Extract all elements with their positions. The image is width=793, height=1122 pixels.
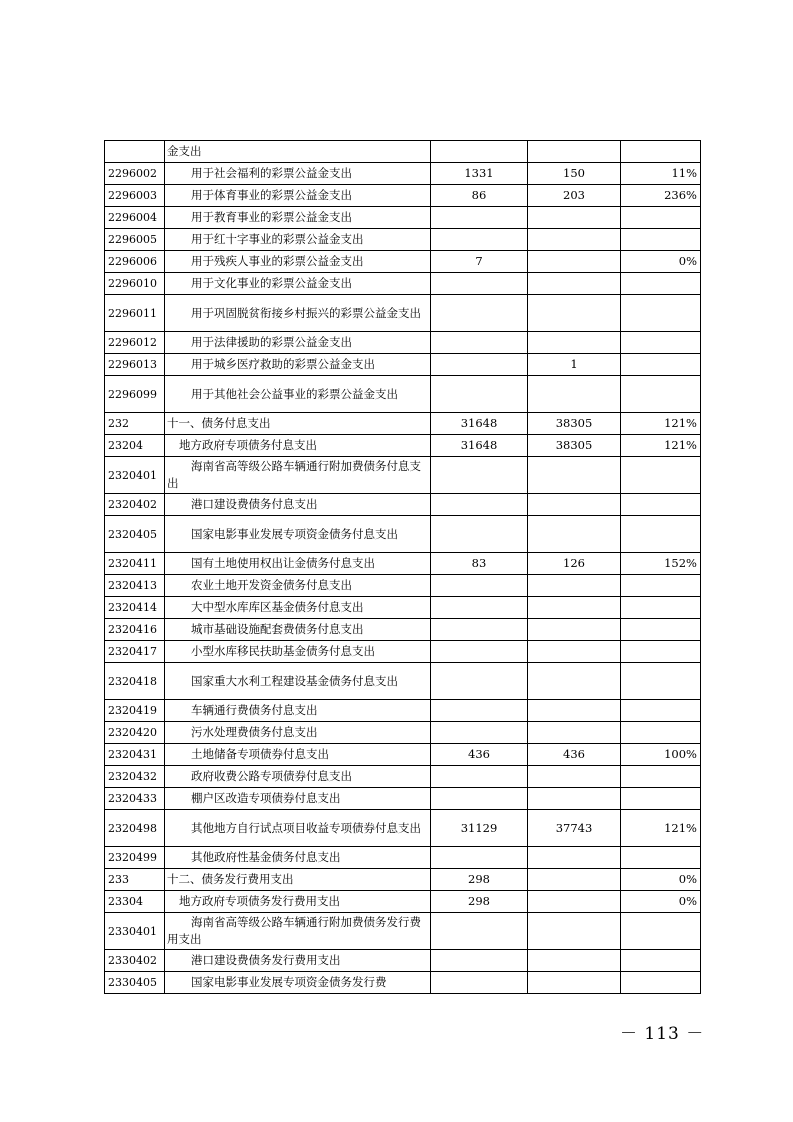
subject-name-text: 国家电影事业发展专项资金债务付息支出 — [191, 526, 398, 541]
current-amount-cell — [431, 619, 528, 641]
subject-name-cell — [165, 972, 431, 994]
subject-code-cell: 2320416 — [105, 619, 165, 641]
subject-name-text: 用于社会福利的彩票公益金支出 — [191, 166, 352, 180]
subject-name-text: 用于法律援助的彩票公益金支出 — [191, 335, 352, 349]
subject-name-cell — [165, 700, 431, 722]
percentage-cell — [621, 229, 701, 251]
table-row — [105, 332, 701, 354]
percentage-cell: 121% — [621, 435, 701, 457]
subject-name-text: 地方政府专项债务付息支出 — [179, 438, 317, 452]
subject-code-cell: 2320401 — [105, 457, 165, 494]
subject-name-text: 国有土地使用权出让金债务付息支出 — [191, 556, 375, 570]
subject-name-text: 地方政府专项债务发行费用支出 — [179, 894, 340, 908]
subject-name-cell — [165, 295, 431, 332]
current-amount-cell — [431, 376, 528, 413]
table-row — [105, 619, 701, 641]
current-amount-cell: 86 — [431, 185, 528, 207]
second-amount-cell — [528, 891, 621, 913]
second-amount-cell — [528, 251, 621, 273]
table-row — [105, 891, 701, 913]
subject-name-cell — [165, 810, 431, 847]
current-amount-cell: 1331 — [431, 163, 528, 185]
current-amount-cell — [431, 273, 528, 295]
percentage-cell — [621, 575, 701, 597]
table-row — [105, 295, 701, 332]
subject-code-cell: 2296010 — [105, 273, 165, 295]
second-amount-cell: 126 — [528, 553, 621, 575]
subject-code-cell: 2296011 — [105, 295, 165, 332]
percentage-cell: 0% — [621, 869, 701, 891]
percentage-cell: 152% — [621, 553, 701, 575]
current-amount-cell — [431, 972, 528, 994]
current-amount-cell — [431, 700, 528, 722]
percentage-cell — [621, 641, 701, 663]
subject-name-text: 车辆通行费债务付息支出 — [191, 703, 318, 717]
subject-code-cell: 2320417 — [105, 641, 165, 663]
second-amount-cell: 150 — [528, 163, 621, 185]
subject-code-cell: 2330405 — [105, 972, 165, 994]
percentage-cell — [621, 950, 701, 972]
current-amount-cell — [431, 457, 528, 494]
subject-name-cell — [165, 722, 431, 744]
subject-name-cell — [165, 913, 431, 950]
percentage-cell — [621, 619, 701, 641]
subject-name-cell — [165, 494, 431, 516]
subject-name-cell — [165, 273, 431, 295]
subject-name-text: 海南省高等级公路车辆通行附加费债务发行费用支出 — [167, 915, 421, 946]
subject-name-text: 海南省高等级公路车辆通行附加费债务付息支出 — [167, 459, 421, 490]
second-amount-cell — [528, 295, 621, 332]
subject-name-text: 小型水库移民扶助基金债务付息支出 — [191, 644, 375, 658]
percentage-cell: 11% — [621, 163, 701, 185]
subject-code-cell: 2320414 — [105, 597, 165, 619]
subject-code-cell: 2296012 — [105, 332, 165, 354]
percentage-cell: 121% — [621, 810, 701, 847]
percentage-cell: 0% — [621, 891, 701, 913]
percentage-cell: 0% — [621, 251, 701, 273]
table-row — [105, 354, 701, 376]
current-amount-cell — [431, 788, 528, 810]
table-row — [105, 847, 701, 869]
subject-name-cell — [165, 553, 431, 575]
subject-code-cell: 2296004 — [105, 207, 165, 229]
second-amount-cell — [528, 722, 621, 744]
current-amount-cell: 31648 — [431, 413, 528, 435]
current-amount-cell: 436 — [431, 744, 528, 766]
second-amount-cell — [528, 869, 621, 891]
percentage-cell — [621, 141, 701, 163]
table-row — [105, 229, 701, 251]
current-amount-cell — [431, 847, 528, 869]
subject-name-text: 政府收费公路专项债券付息支出 — [191, 769, 352, 783]
table-row — [105, 163, 701, 185]
table-row — [105, 575, 701, 597]
subject-name-cell — [165, 354, 431, 376]
table-row — [105, 185, 701, 207]
subject-name-text: 十二、债务发行费用支出 — [167, 872, 294, 886]
second-amount-cell — [528, 663, 621, 700]
second-amount-cell — [528, 229, 621, 251]
second-amount-cell — [528, 619, 621, 641]
subject-code-cell: 2296002 — [105, 163, 165, 185]
table-row — [105, 494, 701, 516]
percentage-cell — [621, 207, 701, 229]
percentage-cell — [621, 494, 701, 516]
table-row — [105, 722, 701, 744]
subject-name-cell — [165, 163, 431, 185]
subject-name-text: 用于教育事业的彩票公益金支出 — [191, 210, 352, 224]
second-amount-cell — [528, 141, 621, 163]
subject-code-cell: 2320418 — [105, 663, 165, 700]
subject-name-text: 用于体育事业的彩票公益金支出 — [191, 188, 352, 202]
subject-code-cell: 23304 — [105, 891, 165, 913]
subject-code-cell: 233 — [105, 869, 165, 891]
current-amount-cell — [431, 207, 528, 229]
subject-code-cell: 232 — [105, 413, 165, 435]
subject-code-cell: 2320419 — [105, 700, 165, 722]
table-row — [105, 913, 701, 950]
subject-name-text: 农业土地开发资金债务付息支出 — [191, 578, 352, 592]
table-row — [105, 207, 701, 229]
current-amount-cell — [431, 913, 528, 950]
subject-name-cell — [165, 869, 431, 891]
subject-code-cell: 2296003 — [105, 185, 165, 207]
current-amount-cell — [431, 141, 528, 163]
subject-code-cell — [105, 141, 165, 163]
subject-name-cell — [165, 413, 431, 435]
subject-name-text: 用于文化事业的彩票公益金支出 — [191, 276, 352, 290]
table-row — [105, 663, 701, 700]
subject-code-cell: 2320402 — [105, 494, 165, 516]
percentage-cell: 121% — [621, 413, 701, 435]
subject-name-text: 其他政府性基金债务付息支出 — [191, 850, 341, 864]
subject-name-cell — [165, 891, 431, 913]
second-amount-cell — [528, 575, 621, 597]
current-amount-cell — [431, 950, 528, 972]
second-amount-cell — [528, 700, 621, 722]
second-amount-cell: 1 — [528, 354, 621, 376]
subject-code-cell: 2296099 — [105, 376, 165, 413]
table-row — [105, 597, 701, 619]
subject-name-text: 土地储备专项债券付息支出 — [191, 747, 329, 761]
subject-name-text: 污水处理费债务付息支出 — [191, 725, 318, 739]
subject-name-text: 港口建设费债务发行费用支出 — [191, 953, 341, 967]
second-amount-cell — [528, 641, 621, 663]
subject-name-cell — [165, 207, 431, 229]
current-amount-cell — [431, 663, 528, 700]
subject-code-cell: 2296013 — [105, 354, 165, 376]
table-row — [105, 766, 701, 788]
subject-name-cell — [165, 376, 431, 413]
subject-code-cell: 2320420 — [105, 722, 165, 744]
second-amount-cell — [528, 494, 621, 516]
table-row — [105, 141, 701, 163]
subject-name-cell — [165, 619, 431, 641]
subject-name-text: 用于红十字事业的彩票公益金支出 — [191, 232, 364, 246]
current-amount-cell — [431, 597, 528, 619]
subject-name-cell — [165, 185, 431, 207]
subject-name-cell — [165, 847, 431, 869]
table-row — [105, 950, 701, 972]
percentage-cell — [621, 766, 701, 788]
table-row — [105, 413, 701, 435]
subject-name-text: 用于巩固脱贫衔接乡村振兴的彩票公益金支出 — [191, 305, 421, 320]
table-row — [105, 516, 701, 553]
table-row — [105, 457, 701, 494]
subject-code-cell: 2296005 — [105, 229, 165, 251]
percentage-cell — [621, 972, 701, 994]
subject-name-text: 城市基础设施配套费债务付息支出 — [191, 622, 364, 636]
subject-name-text: 棚户区改造专项债券付息支出 — [191, 791, 341, 805]
percentage-cell — [621, 332, 701, 354]
percentage-cell — [621, 457, 701, 494]
page-number: － 113 － — [620, 1024, 705, 1044]
subject-name-text: 用于其他社会公益事业的彩票公益金支出 — [191, 386, 398, 401]
subject-name-text: 十一、债务付息支出 — [167, 416, 271, 430]
current-amount-cell — [431, 354, 528, 376]
subject-name-cell — [165, 744, 431, 766]
table-body — [105, 141, 701, 994]
percentage-cell — [621, 295, 701, 332]
second-amount-cell: 38305 — [528, 413, 621, 435]
second-amount-cell — [528, 516, 621, 553]
percentage-cell — [621, 913, 701, 950]
second-amount-cell: 203 — [528, 185, 621, 207]
second-amount-cell — [528, 457, 621, 494]
current-amount-cell: 31129 — [431, 810, 528, 847]
subject-name-text: 用于城乡医疗救助的彩票公益金支出 — [191, 357, 375, 371]
subject-name-cell — [165, 229, 431, 251]
current-amount-cell: 83 — [431, 553, 528, 575]
subject-code-cell: 2330402 — [105, 950, 165, 972]
second-amount-cell — [528, 913, 621, 950]
subject-name-cell — [165, 251, 431, 273]
subject-code-cell: 2330401 — [105, 913, 165, 950]
subject-code-cell: 2296006 — [105, 251, 165, 273]
table-row — [105, 641, 701, 663]
current-amount-cell — [431, 575, 528, 597]
second-amount-cell: 436 — [528, 744, 621, 766]
subject-name-cell — [165, 950, 431, 972]
current-amount-cell — [431, 641, 528, 663]
subject-name-text: 用于残疾人事业的彩票公益金支出 — [191, 254, 364, 268]
second-amount-cell — [528, 273, 621, 295]
subject-code-cell: 2320499 — [105, 847, 165, 869]
subject-code-cell: 2320498 — [105, 810, 165, 847]
table-row — [105, 744, 701, 766]
second-amount-cell — [528, 972, 621, 994]
subject-code-cell: 2320413 — [105, 575, 165, 597]
percentage-cell — [621, 516, 701, 553]
table-row — [105, 869, 701, 891]
subject-name-text: 其他地方自行试点项目收益专项债券付息支出 — [191, 820, 421, 835]
subject-code-cell: 2320405 — [105, 516, 165, 553]
table-row — [105, 788, 701, 810]
subject-code-cell: 2320411 — [105, 553, 165, 575]
subject-name-cell — [165, 332, 431, 354]
current-amount-cell — [431, 295, 528, 332]
subject-name-cell — [165, 457, 431, 494]
current-amount-cell: 31648 — [431, 435, 528, 457]
current-amount-cell: 298 — [431, 869, 528, 891]
subject-name-cell — [165, 641, 431, 663]
subject-code-cell: 23204 — [105, 435, 165, 457]
percentage-cell — [621, 597, 701, 619]
subject-name-cell — [165, 663, 431, 700]
second-amount-cell — [528, 207, 621, 229]
subject-name-text: 港口建设费债务付息支出 — [191, 497, 318, 511]
subject-name-text: 大中型水库库区基金债务付息支出 — [191, 600, 364, 614]
second-amount-cell — [528, 597, 621, 619]
percentage-cell — [621, 700, 701, 722]
percentage-cell — [621, 376, 701, 413]
subject-code-cell: 2320433 — [105, 788, 165, 810]
subject-name-text: 国家电影事业发展专项资金债务发行费 — [191, 975, 387, 989]
subject-name-cell — [165, 766, 431, 788]
budget-expenditure-table — [104, 140, 701, 994]
subject-name-cell — [165, 597, 431, 619]
current-amount-cell — [431, 766, 528, 788]
table-row — [105, 435, 701, 457]
second-amount-cell: 37743 — [528, 810, 621, 847]
percentage-cell: 236% — [621, 185, 701, 207]
subject-name-text: 国家重大水利工程建设基金债务付息支出 — [191, 673, 398, 688]
subject-name-cell — [165, 788, 431, 810]
current-amount-cell — [431, 516, 528, 553]
subject-code-cell: 2320431 — [105, 744, 165, 766]
subject-name-cell — [165, 141, 431, 163]
percentage-cell — [621, 273, 701, 295]
table-row — [105, 972, 701, 994]
second-amount-cell: 38305 — [528, 435, 621, 457]
table-row — [105, 376, 701, 413]
second-amount-cell — [528, 376, 621, 413]
current-amount-cell — [431, 229, 528, 251]
table-row — [105, 700, 701, 722]
table-row — [105, 553, 701, 575]
second-amount-cell — [528, 332, 621, 354]
percentage-cell — [621, 847, 701, 869]
percentage-cell — [621, 354, 701, 376]
subject-name-cell — [165, 575, 431, 597]
subject-name-cell — [165, 516, 431, 553]
percentage-cell — [621, 788, 701, 810]
current-amount-cell — [431, 332, 528, 354]
table-row — [105, 810, 701, 847]
second-amount-cell — [528, 766, 621, 788]
second-amount-cell — [528, 788, 621, 810]
table-row — [105, 251, 701, 273]
percentage-cell: 100% — [621, 744, 701, 766]
second-amount-cell — [528, 950, 621, 972]
second-amount-cell — [528, 847, 621, 869]
percentage-cell — [621, 663, 701, 700]
subject-code-cell: 2320432 — [105, 766, 165, 788]
subject-name-cell — [165, 435, 431, 457]
current-amount-cell: 298 — [431, 891, 528, 913]
current-amount-cell — [431, 722, 528, 744]
table-row — [105, 273, 701, 295]
percentage-cell — [621, 722, 701, 744]
current-amount-cell: 7 — [431, 251, 528, 273]
current-amount-cell — [431, 494, 528, 516]
subject-name-text: 金支出 — [167, 144, 202, 158]
